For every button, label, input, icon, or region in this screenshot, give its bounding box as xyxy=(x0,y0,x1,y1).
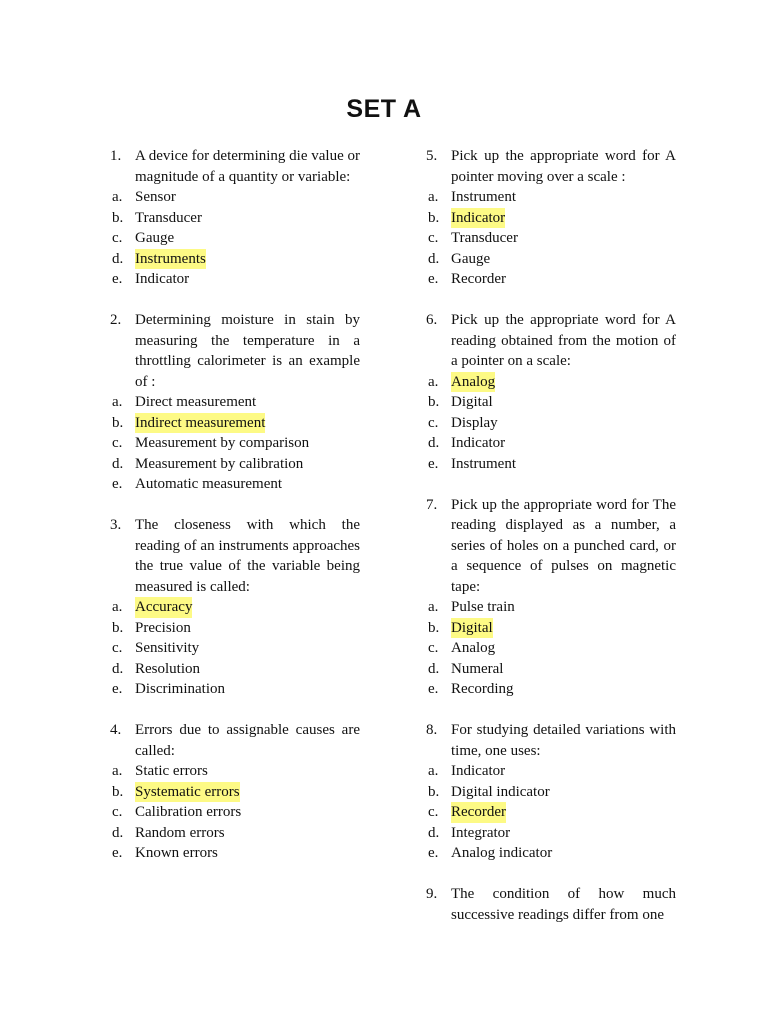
option-letter: b. xyxy=(428,783,440,800)
answer-option xyxy=(426,208,676,229)
answer-option xyxy=(110,659,360,680)
option-letter: a. xyxy=(112,394,123,410)
question-text: The condition of how much successive readings differ from one xyxy=(451,886,676,923)
option-text: Sensor xyxy=(135,189,176,205)
question-stem xyxy=(110,146,360,187)
answer-option xyxy=(110,208,360,229)
option-letter: e. xyxy=(112,476,123,492)
option-text: Gauge xyxy=(451,250,491,267)
answer-option xyxy=(110,618,360,639)
question-stem xyxy=(426,720,676,761)
option-letter: d. xyxy=(428,250,440,267)
option-letter: d. xyxy=(112,660,124,677)
option-text: Direct measurement xyxy=(135,394,257,410)
option-text: Random errors xyxy=(135,824,225,841)
highlighted-answer: Accuracy xyxy=(135,597,192,618)
option-letter: b. xyxy=(112,209,124,226)
answer-option xyxy=(110,823,360,844)
question-text: Pick up the appropriate word for A pointer moving over a scale : xyxy=(451,148,676,185)
option-text: Analog xyxy=(451,640,496,656)
left-column xyxy=(110,146,360,884)
question-number: 2. xyxy=(110,312,122,328)
question-stem xyxy=(110,310,360,392)
answer-option xyxy=(426,802,676,823)
question-text: The closeness with which the reading of an instruments approaches the true value of the variable being measured is called: xyxy=(135,517,360,595)
answer-option xyxy=(426,679,676,700)
answer-option xyxy=(426,761,676,782)
question-stem xyxy=(110,515,360,597)
answer-option xyxy=(426,659,676,680)
option-letter: a. xyxy=(428,189,439,205)
answer-option xyxy=(110,392,360,413)
answer-option xyxy=(426,228,676,249)
question-stem xyxy=(426,146,676,187)
question-text: A device for determining die value or magnitude of a quantity or variable: xyxy=(135,148,360,185)
right-column xyxy=(426,146,676,946)
question-9 xyxy=(426,884,676,925)
question-1 xyxy=(110,146,360,290)
answer-option xyxy=(426,269,676,290)
question-stem xyxy=(426,884,676,925)
option-text: Indicator xyxy=(451,763,506,779)
option-letter: a. xyxy=(112,763,123,779)
option-text: Digital xyxy=(451,394,493,410)
answer-option xyxy=(110,228,360,249)
option-text: Indicator xyxy=(451,435,506,451)
answer-option xyxy=(426,782,676,803)
question-stem xyxy=(426,310,676,372)
option-letter: c. xyxy=(112,640,123,656)
option-letter: a. xyxy=(428,373,439,390)
answer-option xyxy=(110,761,360,782)
option-text: Recording xyxy=(451,681,514,697)
option-letter: d. xyxy=(112,824,124,841)
answer-option xyxy=(110,782,360,803)
highlighted-answer: Instruments xyxy=(135,249,206,270)
option-letter: d. xyxy=(112,455,124,472)
option-text: Sensitivity xyxy=(135,640,200,656)
question-number: 5. xyxy=(426,148,438,164)
option-text: Numeral xyxy=(451,660,504,677)
question-stem xyxy=(110,720,360,761)
option-letter: e. xyxy=(428,845,439,861)
question-5 xyxy=(426,146,676,290)
option-text: Digital indicator xyxy=(451,783,550,800)
answer-option xyxy=(426,433,676,454)
question-number: 8. xyxy=(426,722,438,738)
answer-option xyxy=(426,597,676,618)
answer-option xyxy=(110,679,360,700)
option-text: Transducer xyxy=(135,209,202,226)
question-text: Errors due to assignable causes are called: xyxy=(135,722,360,759)
option-letter: c. xyxy=(428,804,439,820)
question-number: 1. xyxy=(110,148,122,164)
option-letter: c. xyxy=(112,230,123,246)
page-title: SET A xyxy=(346,95,422,123)
option-text: Known errors xyxy=(135,845,218,861)
option-letter: c. xyxy=(428,414,439,431)
question-number: 7. xyxy=(426,496,438,513)
answer-option xyxy=(110,433,360,454)
option-text: Discrimination xyxy=(135,681,225,697)
option-letter: b. xyxy=(112,619,124,636)
answer-option xyxy=(426,372,676,393)
option-text: Automatic measurement xyxy=(135,476,283,492)
question-number: 6. xyxy=(426,312,438,328)
question-text: Determining moisture in stain by measuring the temperature in a throttling calorimeter is an example of : xyxy=(135,312,360,390)
answer-option xyxy=(426,638,676,659)
highlighted-answer: Analog xyxy=(451,372,495,393)
option-text: Indicator xyxy=(135,271,190,287)
option-letter: a. xyxy=(428,763,439,779)
answer-option xyxy=(110,597,360,618)
option-letter: d. xyxy=(428,660,440,677)
option-letter: d. xyxy=(428,435,440,451)
option-text: Instrument xyxy=(451,455,516,472)
option-text: Analog indicator xyxy=(451,845,553,861)
option-text: Instrument xyxy=(451,189,516,205)
option-letter: a. xyxy=(112,599,123,615)
question-text: Pick up the appropriate word for The reading displayed as a number, a series of holes on a punched card, or a sequence of pulses on magnetic tape: xyxy=(451,496,676,595)
answer-option xyxy=(426,454,676,475)
option-text: Measurement by comparison xyxy=(135,435,310,451)
question-text: For studying detailed variations with time, one uses: xyxy=(451,722,676,759)
answer-option xyxy=(426,618,676,639)
answer-option xyxy=(110,474,360,495)
highlighted-answer: Systematic errors xyxy=(135,782,240,803)
answer-option xyxy=(110,454,360,475)
option-text: Pulse train xyxy=(451,599,515,615)
option-letter: c. xyxy=(112,435,123,451)
question-6 xyxy=(426,310,676,474)
question-4 xyxy=(110,720,360,864)
option-letter: e. xyxy=(428,681,439,697)
option-letter: c. xyxy=(428,640,439,656)
answer-option xyxy=(110,802,360,823)
option-letter: b. xyxy=(112,414,124,431)
question-2 xyxy=(110,310,360,495)
option-letter: a. xyxy=(112,189,123,205)
option-text: Display xyxy=(451,414,498,431)
option-letter: c. xyxy=(428,230,439,246)
highlighted-answer: Digital xyxy=(451,618,493,639)
answer-option xyxy=(426,249,676,270)
option-letter: e. xyxy=(112,681,123,697)
question-number: 4. xyxy=(110,722,122,738)
option-text: Precision xyxy=(135,619,191,636)
option-letter: e. xyxy=(112,271,123,287)
question-7 xyxy=(426,495,676,700)
option-letter: a. xyxy=(428,599,439,615)
answer-option xyxy=(110,249,360,270)
answer-option xyxy=(110,843,360,864)
option-letter: d. xyxy=(428,824,440,841)
option-letter: e. xyxy=(428,455,439,472)
option-letter: b. xyxy=(428,619,440,636)
option-text: Static errors xyxy=(135,763,208,779)
option-letter: e. xyxy=(428,271,439,287)
answer-option xyxy=(426,823,676,844)
highlighted-answer: Indirect measurement xyxy=(135,413,265,434)
question-number: 9. xyxy=(426,886,438,902)
option-text: Integrator xyxy=(451,824,511,841)
answer-option xyxy=(426,187,676,208)
option-letter: b. xyxy=(428,209,440,226)
answer-option xyxy=(110,269,360,290)
option-text: Resolution xyxy=(135,660,201,677)
option-letter: d. xyxy=(112,250,124,267)
option-letter: c. xyxy=(112,804,123,820)
option-text: Calibration errors xyxy=(135,804,242,820)
answer-option xyxy=(110,413,360,434)
option-letter: b. xyxy=(428,394,440,410)
question-number: 3. xyxy=(110,517,122,533)
answer-option xyxy=(426,392,676,413)
answer-option xyxy=(110,187,360,208)
question-text: Pick up the appropriate word for A reading obtained from the motion of a pointer on a scale: xyxy=(451,312,676,369)
option-text: Recorder xyxy=(451,271,506,287)
highlighted-answer: Recorder xyxy=(451,802,506,823)
question-stem xyxy=(426,495,676,598)
question-3 xyxy=(110,515,360,700)
option-text: Measurement by calibration xyxy=(135,455,304,472)
question-8 xyxy=(426,720,676,864)
highlighted-answer: Indicator xyxy=(451,208,505,229)
option-letter: b. xyxy=(112,783,124,800)
answer-option xyxy=(110,638,360,659)
answer-option xyxy=(426,843,676,864)
option-text: Transducer xyxy=(451,230,518,246)
option-letter: e. xyxy=(112,845,123,861)
option-text: Gauge xyxy=(135,230,175,246)
answer-option xyxy=(426,413,676,434)
